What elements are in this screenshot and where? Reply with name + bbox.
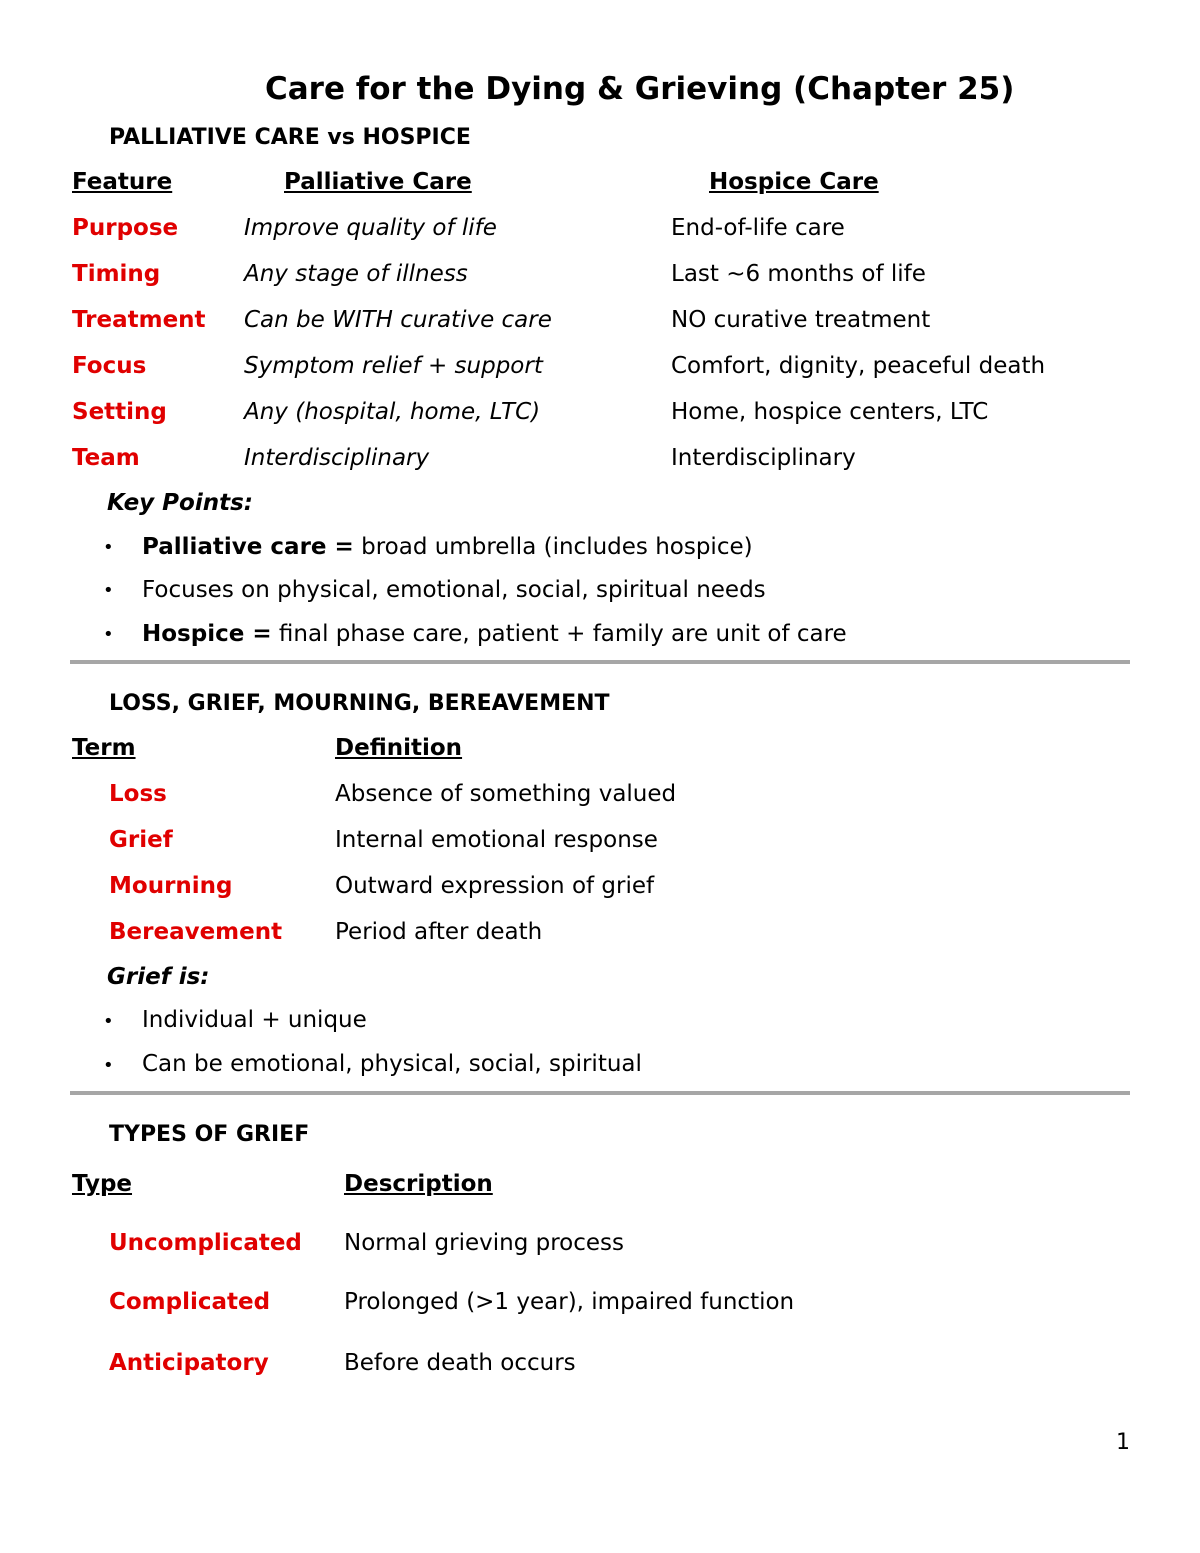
term-cell: Grief: [109, 827, 173, 853]
feature-cell: Treatment: [72, 307, 206, 333]
hospice-cell: NO curative treatment: [671, 307, 931, 333]
feature-cell: Purpose: [72, 215, 179, 241]
term-cell: Bereavement: [109, 919, 283, 945]
column-header-hospice-care: Hospice Care: [709, 169, 879, 195]
type-cell: Complicated: [109, 1289, 271, 1315]
bullet-body: broad umbrella (includes hospice): [353, 534, 753, 560]
bullet-icon: •: [103, 537, 114, 558]
bullet-text: Can be emotional, physical, social, spiritual: [142, 1051, 642, 1077]
bullet-text: Focuses on physical, emotional, social, spiritual needs: [142, 577, 766, 603]
column-header-description: Description: [344, 1171, 493, 1197]
column-header-term: Term: [72, 735, 136, 761]
bullet-body: final phase care, patient + family are unit of care: [271, 621, 847, 647]
column-header-feature: Feature: [72, 169, 173, 195]
page-number: 1: [1116, 1430, 1130, 1455]
bullet-icon: •: [103, 580, 114, 601]
bullet-text: [142, 536, 753, 559]
bullet-icon: •: [103, 624, 114, 645]
palliative-cell: Any (hospital, home, LTC): [244, 399, 541, 425]
column-header-type: Type: [72, 1171, 133, 1197]
section-heading-loss-grief: LOSS, GRIEF, MOURNING, BEREAVEMENT: [109, 691, 610, 716]
feature-cell: Timing: [72, 261, 161, 287]
palliative-cell: Can be WITH curative care: [244, 307, 552, 333]
definition-cell: Outward expression of grief: [335, 873, 655, 899]
type-cell: Uncomplicated: [109, 1230, 302, 1256]
feature-cell: Team: [72, 445, 140, 471]
feature-cell: Focus: [72, 353, 147, 379]
bullet-bold-term: Hospice =: [142, 621, 272, 647]
bullet-icon: •: [103, 1055, 114, 1076]
palliative-cell: Any stage of illness: [244, 261, 468, 287]
bullet-bold-term: Palliative care =: [142, 534, 354, 560]
definition-cell: Period after death: [335, 919, 543, 945]
description-cell: Before death occurs: [344, 1350, 576, 1376]
palliative-cell: Interdisciplinary: [244, 445, 430, 471]
feature-cell: Setting: [72, 399, 167, 425]
description-cell: Prolonged (>1 year), impaired function: [344, 1289, 795, 1315]
grief-is-label: Grief is:: [107, 964, 210, 990]
hospice-cell: Home, hospice centers, LTC: [671, 399, 989, 425]
hospice-cell: End-of-life care: [671, 215, 845, 241]
hospice-cell: Interdisciplinary: [671, 445, 856, 471]
key-points-label: Key Points:: [107, 490, 253, 516]
type-cell: Anticipatory: [109, 1350, 269, 1376]
hospice-cell: Comfort, dignity, peaceful death: [671, 353, 1046, 379]
term-cell: Mourning: [109, 873, 233, 899]
bullet-icon: •: [103, 1011, 114, 1032]
bullet-text: Individual + unique: [142, 1007, 367, 1033]
term-cell: Loss: [109, 781, 167, 807]
palliative-cell: Symptom relief + support: [244, 353, 543, 379]
column-header-palliative-care: Palliative Care: [284, 169, 472, 195]
definition-cell: Absence of something valued: [335, 781, 677, 807]
column-header-definition: Definition: [335, 735, 463, 761]
hospice-cell: Last ~6 months of life: [671, 261, 926, 287]
bullet-text: [142, 623, 847, 646]
section-heading-palliative-vs-hospice: PALLIATIVE CARE vs HOSPICE: [109, 125, 471, 150]
section-heading-types-of-grief: TYPES OF GRIEF: [109, 1122, 310, 1147]
page-title: Care for the Dying & Grieving (Chapter 25): [265, 71, 1015, 107]
description-cell: Normal grieving process: [344, 1230, 624, 1256]
section-divider: [70, 1091, 1130, 1095]
section-divider: [70, 660, 1130, 664]
definition-cell: Internal emotional response: [335, 827, 658, 853]
palliative-cell: Improve quality of life: [244, 215, 497, 241]
